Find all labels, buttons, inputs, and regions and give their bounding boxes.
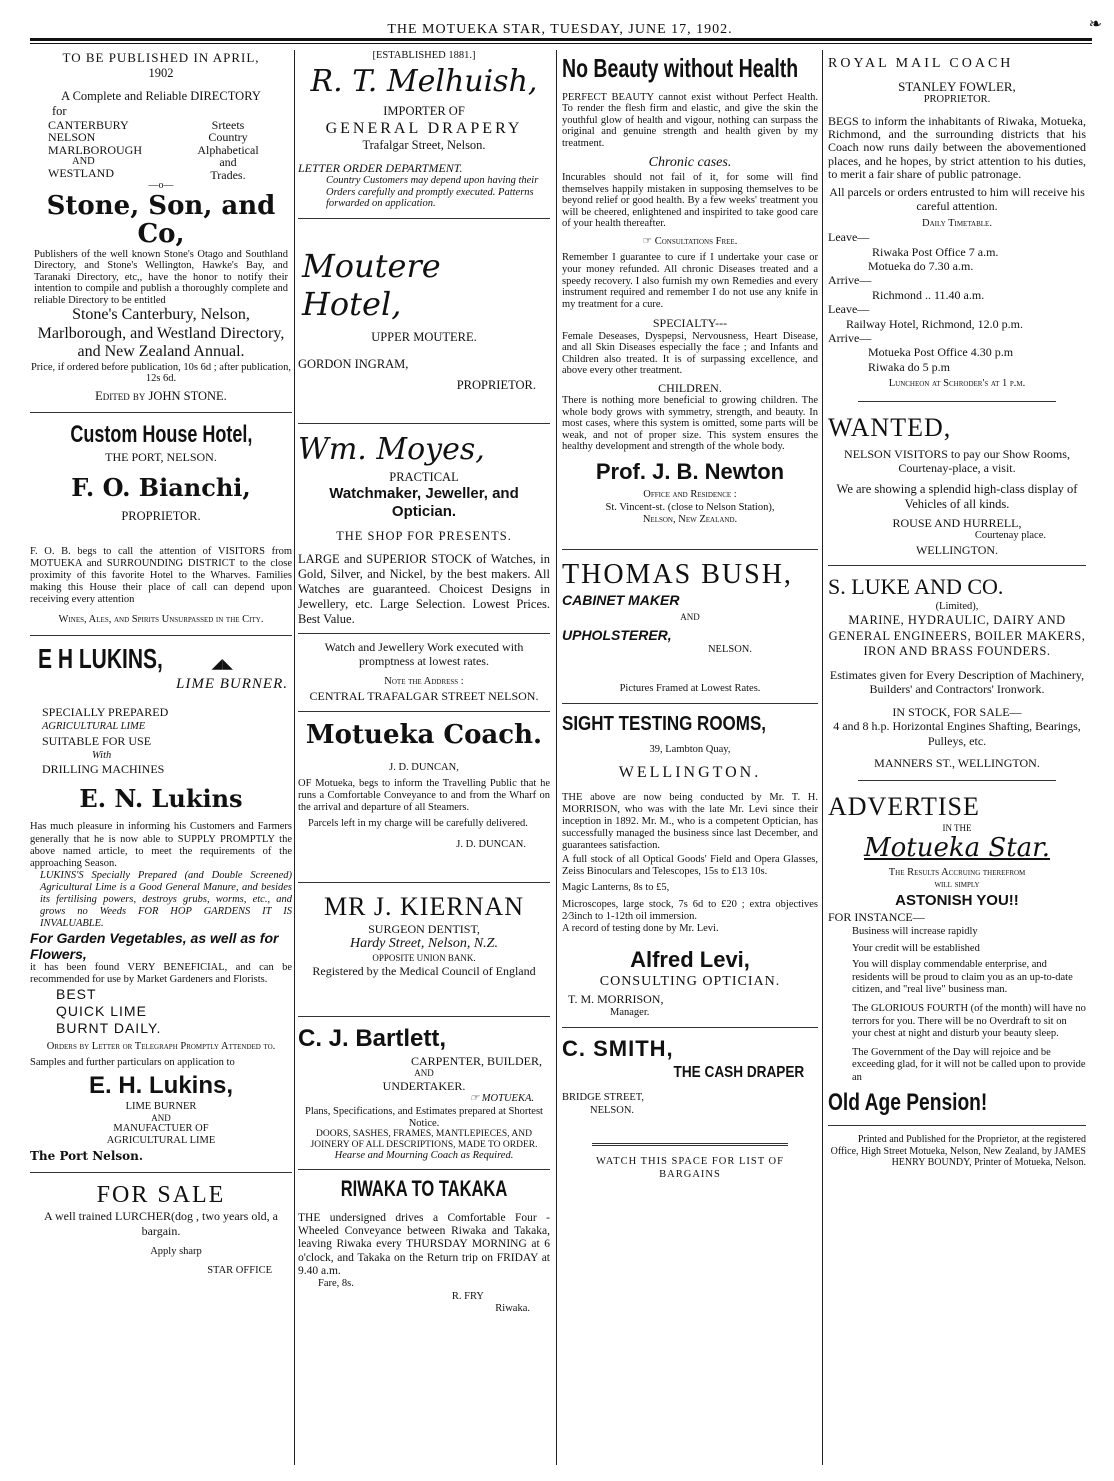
lukins-body2: LUKINS'S Specially Prepared (and Double Screened) Agricultural Lime is a Good General Manure, and besides its fertilising powers, destroys grubs, worms, etc., and grows no Weeds FOR HOP GARDENS IT IS INVALUABLE. [40, 869, 292, 929]
column-divider [822, 50, 823, 1465]
luke-stock: IN STOCK, FOR SALE— [892, 704, 1022, 719]
bartlett-sub: CARPENTER, BUILDER, [410, 1053, 542, 1068]
melhuish-body: Country Customers may depend upon having their Orders carefully and promptly executed. Patterns forwarded on application. [326, 175, 539, 210]
moyes-repair: Watch and Jewellery Work executed with promptness at lowest rates. [324, 639, 524, 668]
area: AND [72, 156, 95, 168]
advertise-item: Business will increase rapidly [852, 926, 978, 938]
motueka-coach-title: Motueka Coach. [305, 720, 543, 751]
rule [828, 565, 1086, 566]
custom-house-wines: Wines, Ales, and Spirits Unsurpassed in the City. [58, 614, 264, 626]
bush-uph: UPHOLSTERER, [562, 627, 672, 644]
directory-line: A Complete and Reliable DIRECTORY [61, 88, 261, 103]
levi-mgr2: Manager. [610, 1006, 650, 1018]
bartlett-and: AND [414, 1068, 434, 1079]
smith-addr1: BRIDGE STREET, [562, 1091, 645, 1103]
spec-line: SPECIALLY PREPARED [42, 705, 169, 720]
end-line: AGRICULTURAL LIME [106, 1135, 216, 1147]
custom-house-body: F. O. B. begs to call the attention of VISITORS from MOTUEKA and SURROUNDING DISTRICT to the close proximity of this favorite Hotel to the Wharves. Families making this House their place of call can depend upon receiving every attention [30, 545, 292, 605]
coach-sign: J. D. DUNCAN. [456, 838, 526, 850]
rule [858, 401, 1056, 402]
timetable-row: Richmond .. 11.40 a.m. [872, 287, 985, 302]
kiernan-addr: Hardy Street, Nelson, N.Z. [350, 936, 498, 952]
lukins-end [30, 1101, 292, 1148]
bartlett-title: C. J. Bartlett, [298, 1025, 447, 1053]
column-3 [562, 50, 818, 1181]
timetable-row: Riwaka do 5 p.m [868, 359, 950, 374]
kiernan-title: MR J. KIERNAN [323, 891, 525, 921]
rule [298, 1016, 550, 1017]
timetable-row: Riwaka Post Office 7 a.m. [872, 244, 999, 259]
sight-stock: A full stock of all Optical Goods' Field and Opera Glasses, Zeiss Binoculars and Telescopes, 15s to £13 10s. [562, 854, 818, 878]
rule [562, 703, 818, 704]
moyes-title: Wm. Moyes, [298, 431, 485, 467]
directory-year: 1902 [148, 65, 174, 80]
advertise-list [852, 926, 1086, 1085]
no-beauty-body3: Remember I guarantee to cure if I undertake your case or your money refunded. All chronic Diseases treated and a speedy recovery. I also furnish my own Remedies and every instrument required and remember I do not use any knife in my treatment for a cure. [562, 252, 818, 310]
royal-mail-lunch: Luncheon at Schroder's at 1 p.m. [888, 378, 1026, 390]
hand-pointer-icon: ☞ [642, 235, 655, 247]
corner-mark-icon: ❧ [1088, 16, 1102, 33]
timetable [828, 230, 1086, 374]
advertise-will: will simply [934, 879, 980, 891]
kind: Srteets [211, 117, 245, 132]
lukins-sub: LIME BURNER. [176, 676, 288, 693]
rule [298, 633, 550, 634]
spec-line: AGRICULTURAL LIME [42, 721, 146, 733]
timetable-row: Arrive— [828, 273, 872, 288]
royal-mail-daily: Daily Timetable. [922, 217, 992, 229]
wanted-city: WELLINGTON. [915, 542, 999, 557]
melhuish-address: Trafalgar Street, Nelson. [362, 137, 486, 152]
riwaka-place: Riwaka. [495, 1303, 530, 1315]
imprint: Printed and Published for the Proprietor, at the registered Office, High Street Motueka, Nelson, New Zealand, by JAMES HENRY BOUNDY, Printer of Motueka, Nelson. [830, 1134, 1086, 1169]
wanted-title: WANTED, [828, 412, 952, 442]
specialty-heading: SPECIALTY--- [652, 316, 728, 331]
advertise-star: Motueka Star. [864, 833, 1050, 864]
kind: and [219, 155, 237, 170]
moyes-trade: Watchmaker, Jeweller, and Optician. [329, 484, 519, 520]
moutere-name: GORDON INGRAM, [298, 356, 409, 371]
coach-parcels: Parcels left in my charge will be carefully delivered. [308, 818, 528, 830]
established: [ESTABLISHED 1881.] [372, 50, 476, 61]
masthead-rule-thin [30, 43, 1092, 44]
kiernan-sub: SURGEON DENTIST, [368, 921, 480, 936]
timetable-row: Motueka do 7.30 a.m. [868, 259, 974, 274]
directory-for: for [52, 103, 67, 118]
luke-body: MARINE, HYDRAULIC, DAIRY AND GENERAL ENGINEERS, BOILER MAKERS, IRON AND BRASS FOUNDERS. [828, 613, 1086, 659]
stone-directory-name: Stone's Canterbury, Nelson, Marlborough, and Westland Directory, and New Zealand Annual. [37, 306, 285, 361]
bush-and: AND [680, 612, 700, 623]
melhuish-drapery: GENERAL DRAPERY [325, 119, 523, 137]
advertise-item: The GLORIOUS FOURTH (of the month) will have no terrors for you. There will be no Overdraft to sit on your chest at night and disturb your beauty sleep. [852, 1003, 1086, 1040]
timetable-row: Motueka Post Office 4.30 p.m [868, 345, 1014, 360]
rule [30, 412, 292, 413]
moyes-practical: PRACTICAL [389, 469, 459, 484]
custom-house-sub: THE PORT, NELSON. [105, 449, 217, 464]
melhuish-name: R. T. Melhuish, [310, 63, 538, 99]
lukins-samples: Samples and further particulars on application to [30, 1057, 235, 1069]
royal-mail-name: STANLEY FOWLER, [898, 78, 1016, 94]
consult-heading: ☞ Consultations Free. [642, 235, 738, 247]
for-sale-body: A well trained LURCHER(dog , two years old, a bargain. [44, 1209, 278, 1238]
kiernan-reg: Registered by the Medical Council of England [312, 963, 536, 978]
bianchi-name: F. O. Bianchi, [71, 472, 251, 502]
moutere-sub: UPPER MOUTERE. [371, 329, 477, 344]
riwaka-body: THE undersigned drives a Comfortable Four - Wheeled Conveyance between Riwaka and Takaka, leaving Riwaka every THURSDAY MORNING at 6 o'clock, and Takaka on the Return trip on FRIDAY at 9.40 a.m. [298, 1212, 550, 1277]
advertise-item: The Government of the Day will rejoice and be exceeding glad, for it will not be called upon to provide an [852, 1046, 1086, 1084]
spec-line: DRILLING MACHINES [42, 761, 165, 776]
lukins-orders: Orders by Letter or Telegraph Promptly Attended to. [46, 1040, 276, 1052]
luke-eng: 4 and 8 h.p. Horizontal Engines Shafting, Bearings, Pulleys, etc. [833, 719, 1081, 748]
kind: Alphabetical [197, 142, 259, 157]
rule [30, 635, 292, 636]
bush-sub: CABINET MAKER [562, 591, 680, 608]
luke-title: S. LUKE AND CO. [828, 574, 1004, 600]
smith-name: C. SMITH, [562, 1036, 674, 1062]
stone-body: Publishers of the well known Stone's Otago and Southland Directory, and Stone's Wellington, Hawke's Bay, and Taranaki Directory, etc,, have the honor to notify their intention to compile and publish a thoroughly complete and reliable Directory to be entitled [34, 248, 288, 306]
royal-mail-prop: PROPRIETOR. [923, 94, 991, 106]
lukins-body: Has much pleasure in informing his Customers and Farmers generally that he is now able to SUPPLY PROMPTLY the above named article, to meet the requirements of the approaching Season. [30, 821, 292, 869]
kiernan-opp: OPPOSITE UNION BANK. [372, 952, 476, 963]
for-sale-apply: Apply sharp [150, 1246, 202, 1258]
chronic-heading: Chronic cases. [648, 155, 732, 171]
rule [828, 1125, 1086, 1126]
sight-city: WELLINGTON. [618, 763, 762, 781]
lukins-best [56, 986, 292, 1036]
advertise-in: IN THE [942, 822, 972, 833]
moutere-prop: PROPRIETOR. [456, 377, 536, 392]
no-beauty-body: PERFECT BEAUTY cannot exist without Perfect Health. To render the flesh firm and elastic, and give the skin the youthful glow of health and vigour, nothing can surpass the original and genuine strength and health given by my treatment. [562, 91, 818, 149]
wanted-loc: Courtenay place. [974, 530, 1046, 542]
timetable-row: Leave— [828, 302, 870, 317]
newton-office: Office and Residence : [643, 489, 737, 501]
newton-name: Prof. J. B. Newton [595, 458, 785, 484]
area: CANTERBURY [48, 117, 129, 132]
moyes-address: CENTRAL TRAFALGAR STREET NELSON. [309, 688, 539, 703]
advertise-item: Your credit will be established [852, 942, 980, 954]
old-age-pension: Old Age Pension! [828, 1088, 988, 1116]
moyes-note: Note the Address : [384, 676, 464, 688]
sight-record: A record of testing done by Mr. Levi. [562, 923, 719, 935]
no-beauty-body4: Female Deseases, Dyspepsi, Nervousness, Heart Disease, and all Skin Diseases especially the face ; and Infants and Children also treated. It is of surpassing excellence, and above every other treatment. [562, 330, 818, 377]
bartlett-hearse: Hearse and Mourning Coach as Required. [334, 1150, 514, 1162]
coach-name: J. D. DUNCAN, [389, 761, 459, 773]
rule [298, 423, 550, 424]
children-heading: CHILDREN. [658, 380, 722, 395]
royal-mail-body: BEGS to inform the inhabitants of Riwaka, Motueka, Richmond, and the surrounding districts that his Coach now runs daily between the abovementioned places, and he hopes, by strict attention to his duties, to merit a fair share of public patronage. [828, 113, 1086, 181]
sight-title: SIGHT TESTING ROOMS, [562, 713, 767, 736]
spec-line: With [92, 749, 112, 761]
wanted-body: NELSON VISITORS to pay our Show Rooms, Courtenay-place, a visit. [844, 446, 1070, 476]
rule [298, 882, 550, 883]
stone-title: Stone, Son, and Co, [46, 190, 276, 250]
levi-name: Alfred Levi, [630, 947, 750, 973]
no-beauty-body2: Incurables should not fail of it, for some will find themselves happily mistaken in supposing themselves to be beyond relief or good health. By a few weeks' treatment you will be cheered, enlightened and inspirited to take good care of your health thereafter. [562, 172, 818, 230]
advertise-item: You will display commendable enterprise, and residents will be proud to claim you as an up-to-date citizen, and "real live" business man. [852, 959, 1073, 996]
rule [562, 1027, 818, 1028]
masthead-rule [30, 38, 1092, 41]
bush-nelson: NELSON. [707, 644, 752, 656]
lukins-spec [42, 705, 292, 776]
bush-pics: Pictures Framed at Lowest Rates. [619, 682, 761, 694]
luke-ltd: (Limited), [935, 600, 979, 612]
for-sale-title: FOR SALE [96, 1181, 226, 1208]
timetable-row: Arrive— [828, 331, 872, 346]
bartlett-und: UNDERTAKER. [382, 1079, 466, 1094]
rule [298, 1169, 550, 1170]
melhuish-importer: IMPORTER OF [383, 103, 465, 118]
lime-kiln-icon: ◢◣ [211, 656, 234, 672]
no-beauty-body5: There is nothing more beneficial to growing children. The whole body grows with symmetry, strength, and beauty. In most cases, where this system is omitted, some parts will be weak, and not of proper size. This system ensures the healthy development and strength of the whole body. [562, 395, 818, 453]
watch-space: WATCH THIS SPACE FOR LIST OF BARGAINS [596, 1156, 784, 1180]
advertise-astonish: ASTONISH YOU!! [895, 891, 1019, 909]
kind: Trades. [210, 167, 246, 182]
bianchi-prop: PROPRIETOR. [121, 508, 201, 523]
bartlett-body: Plans, Specifications, and Estimates prepared at Shortest Notice. [305, 1106, 543, 1129]
timetable-row: Railway Hotel, Richmond, 12.0 p.m. [846, 316, 1023, 331]
royal-mail-parcels: All parcels or orders entrusted to him will receive his careful attention. [829, 184, 1085, 214]
riwaka-sign: R. FRY [451, 1290, 484, 1302]
bush-title: THOMAS BUSH, [562, 559, 793, 591]
wanted-body2: We are showing a splendid high-class display of Vehicles of all kinds. [836, 481, 1078, 511]
coach-body: OF Motueka, begs to inform the Travelling Public that he runs a Comfortable Conveyance to and from the Wharf on the arrival and departure of all Steamers. [298, 778, 550, 814]
rule [298, 711, 550, 712]
area: MARLBOROUGH [48, 142, 143, 157]
custom-house-title: Custom House Hotel, [69, 420, 253, 448]
sight-micro: Microscopes, large stock, 7s 6d to £20 ; extra objectives 2⁄3inch to 1-12th oil immersion. [562, 899, 818, 923]
levi-sub: CONSULTING OPTICIAN. [599, 973, 781, 989]
bartlett-doors: DOORS, SASHES, FRAMES, MANTLEPIECES, AND JOINERY OF ALL DESCRIPTIONS, MADE TO ORDER. [310, 1129, 538, 1150]
directory-areas [48, 119, 292, 182]
end-line: AND [151, 1112, 171, 1123]
rule [562, 549, 818, 550]
advertise-title: ADVERTISE [828, 792, 980, 822]
hand-pointer-icon: ☞ [469, 1093, 482, 1105]
end-line: MANUFACTUER OF [113, 1123, 209, 1135]
luke-est: Estimates given for Every Description of Machinery, Builders' and Contractors' Ironwork. [829, 668, 1085, 697]
bartlett-loc: ☞ MOTUEKA. [469, 1093, 534, 1105]
stone-editor: Edited by JOHN STONE. [95, 388, 227, 403]
lukins-title: E H LUKINS, ◢◣ [38, 642, 234, 674]
advertise-for: FOR INSTANCE— [828, 909, 925, 924]
column-4 [828, 50, 1086, 1169]
rule [592, 1143, 788, 1146]
best-line: QUICK LIME [56, 1003, 147, 1020]
lukins-port: The Port Nelson. [30, 1149, 144, 1164]
column-1 [30, 50, 292, 1277]
best-line: BEST [56, 986, 97, 1003]
stone-price: Price, if ordered before publication, 10s 6d ; after publication, 12s 6d. [30, 361, 292, 385]
column-2 [298, 50, 550, 1316]
moutere-title: Moutere Hotel, [302, 246, 441, 324]
moyes-body: LARGE and SUPERIOR STOCK of Watches, in Gold, Silver, and Nickel, by the best makers. All Watches are guaranteed. Choicest Designs in Jewellery, etc. Large Selection. Lowest Prices. Best Value. [298, 551, 550, 626]
best-line: BURNT DAILY. [56, 1019, 162, 1036]
sight-magic: Magic Lanterns, 8s to £5, [562, 882, 670, 894]
lukins-name: E. N. Lukins [79, 783, 243, 813]
separator: —o— [148, 179, 174, 191]
no-beauty-title: No Beauty without Health [562, 53, 799, 83]
sight-body: THE above are now being conducted by Mr. T. H. MORRISON, who was with the late Mr. Levi since their inception in 1892. Mr. M., who is a competent Optician, has successfully managed the business since last December, and guarantees satisfaction. [562, 792, 818, 852]
column-divider [556, 50, 557, 1465]
wanted-firm: ROUSE AND HURRELL, [892, 515, 1022, 530]
rule [858, 780, 1056, 781]
lukins-body3: it has been found VERY BENEFICIAL, and can be recommended for use by Market Gardeners and Florists. [30, 962, 292, 986]
timetable-row: Leave— [828, 230, 870, 245]
newton-addr1: St. Vincent-st. (close to Nelson Station), [605, 501, 775, 513]
moyes-shop: THE SHOP FOR PRESENTS. [336, 528, 512, 543]
spec-line: SUITABLE FOR USE [42, 733, 152, 748]
for-sale-office: STAR OFFICE [207, 1264, 272, 1276]
sight-addr: 39, Lambton Quay, [649, 744, 731, 756]
newton-addr2: Nelson, New Zealand. [642, 514, 738, 526]
rule [30, 1172, 292, 1173]
area: WESTLAND [48, 166, 114, 181]
end-line: LIME BURNER [125, 1100, 197, 1112]
riwaka-title: RIWAKA TO TAKAKA [340, 1175, 508, 1201]
column-divider [294, 50, 295, 1465]
rule [298, 218, 550, 219]
luke-addr: MANNERS ST., WELLINGTON. [874, 755, 1040, 770]
directory-heading: TO BE PUBLISHED IN APRIL, [62, 50, 260, 65]
melhuish-letter: LETTER ORDER DEPARTMENT. [298, 160, 463, 175]
smith-sub: THE CASH DRAPER [673, 1063, 805, 1081]
riwaka-fare: Fare, 8s. [318, 1278, 354, 1290]
royal-mail-title: ROYAL MAIL COACH [828, 56, 1014, 71]
area: NELSON [48, 130, 96, 145]
kind: Country [208, 130, 248, 145]
lukins-bold: For Garden Vegetables, as well as for Flowers, [30, 930, 279, 963]
advertise-results: The Results Accruing therefrom [888, 866, 1026, 878]
smith-addr2: NELSON. [590, 1104, 635, 1116]
levi-mgr: T. M. MORRISON, [568, 992, 664, 1007]
lukins-name2: E. H. Lukins, [88, 1071, 234, 1099]
masthead-title: THE MOTUEKA STAR, TUESDAY, JUNE 17, 1902. [387, 22, 733, 37]
